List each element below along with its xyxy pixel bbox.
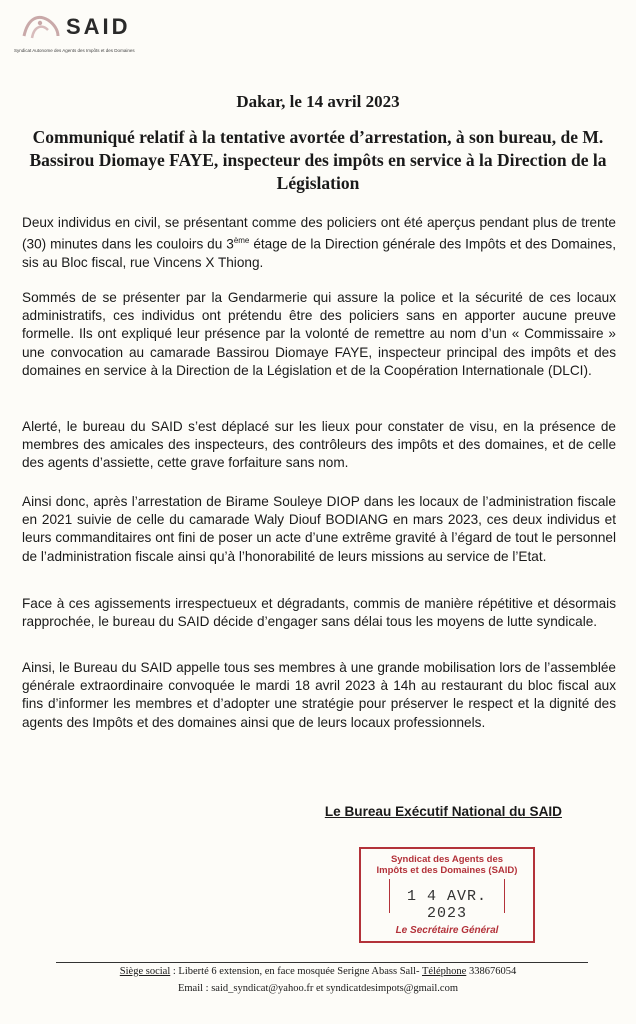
logo-name: SAID (66, 14, 131, 39)
said-logo (14, 8, 184, 58)
paragraph-1 (22, 214, 616, 272)
stamp-date-box (389, 879, 505, 922)
paragraph-2: Sommés de se présenter par la Gendarmerie qui assure la police et la sécurité de ces locaux administratifs, ces individus ont prétendu être des policiers sans en apporter aucune preuve formelle. Ils ont expliqué leur présence par la volonté de remettre au nom d’un « Commissaire » une convocation au camarade Bassirou Diomaye FAYE, inspecteur principal des impôts et des domaines en service à la Direction de la Législation et de la Coopération Internationale (DLCI). (22, 290, 616, 378)
paragraph-3: Alerté, le bureau du SAID s’est déplacé sur les lieux pour constater de visu, en la présence de membres des amicales des inspecteurs, des contrôleurs des impôts et des domaines, et de celle des agents d’assiette, cette grave forfaiture sans nom. (22, 419, 616, 471)
footer-seat-label: Siège social (119, 966, 171, 977)
paragraph-1-end: étage de la Direction générale des Impôts et des Domaines, sis au Bloc fiscal, rue Vincens X Thiong. (22, 236, 616, 270)
logo-emblem-icon (18, 10, 62, 44)
communique-title: Communiqué relatif à la tentative avortée d’arrestation, à son bureau, de M. Bassirou Diomaye FAYE, inspecteur des impôts en service à la Direction de la Législation (29, 127, 607, 193)
stamp-org-line-1: Syndicat des Agents des (390, 854, 504, 865)
footer-email: Email : said_syndicat@yahoo.fr et syndicatdesimpots@gmail.com (177, 983, 459, 994)
paragraph-4: Ainsi donc, après l’arrestation de Birame Souleye DIOP dans les locaux de l’administration fiscale en 2021 suivie de celle du camarade Waly Diouf BODIANG en mars 2023, ces deux individus et leurs commanditaires ont fini de poser un acte d’une extrême gravité à l’égard de tout le personnel de l’administration fiscale ainsi qu’à l’honorabilité de leurs missions au service de l’Etat. (22, 494, 616, 564)
stamp-role: Le Secrétaire Général (395, 925, 499, 936)
paragraph-6: Ainsi, le Bureau du SAID appelle tous ses membres à une grande mobilisation lors de l’assemblée générale extraordinaire convoquée le mardi 18 avril 2023 à 14h au restaurant du bloc fiscal aux fins d’informer les membres et d’adopter une stratégie pour préserver le respect et la dignité des agents des Impôts et des domaines ainsi que de leurs locaux professionnels. (22, 660, 616, 730)
logo-tagline: Syndicat Autonome des Agents des Impôts et des Domaines (14, 48, 135, 53)
stamp-organization (361, 854, 533, 876)
paragraph-5: Face à ces agissements irrespectueux et dégradants, commis de manière répétitive et désormais rapprochée, le bureau du SAID décide d’engager sans délai tous les moyens de lutte syndicale. (22, 596, 616, 630)
footer-phone-label: Téléphone (422, 966, 467, 977)
ordinal-superscript: ème (233, 236, 250, 246)
footer-address (0, 966, 636, 977)
stamp-org-line-2: Impôts et des Domaines (SAID) (376, 865, 518, 876)
footer-divider (56, 962, 588, 963)
official-stamp (359, 847, 535, 943)
signature-line: Le Bureau Exécutif National du SAID (324, 804, 562, 819)
date-line: Dakar, le 14 avril 2023 (236, 92, 400, 111)
footer-seat-text: : Liberté 6 extension, en face mosquée Serigne Abass Sall- (170, 966, 422, 977)
stamp-date: 1 4 AVR. 2023 (406, 888, 487, 922)
paragraph-1-start: Deux individus en civil, se présentant comme des policiers ont été aperçus pendant plus de trente (30) minutes dans les couloirs du 3 (22, 215, 616, 252)
footer-phone-value: 338676054 (466, 966, 517, 977)
